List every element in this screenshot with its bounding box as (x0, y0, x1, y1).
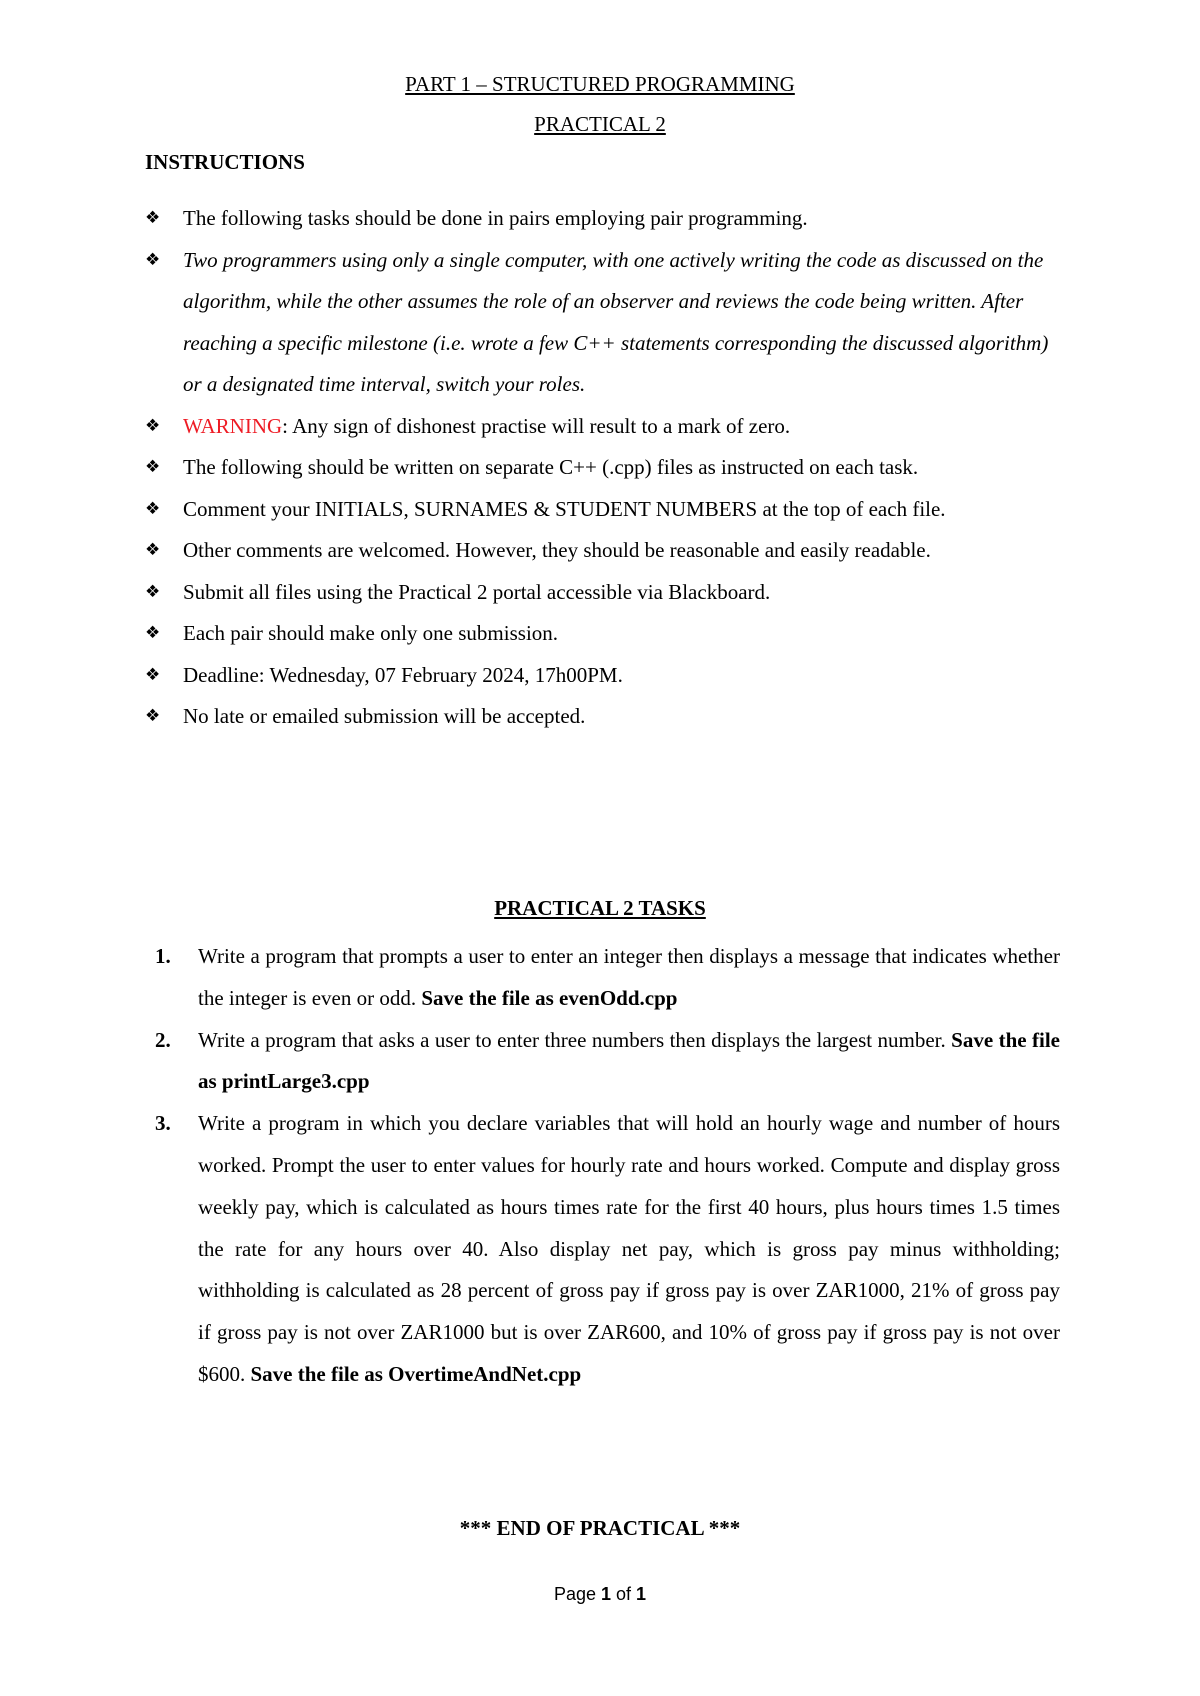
task-item (155, 936, 1060, 1020)
page-footer (0, 1584, 1200, 1605)
instruction-text: : Any sign of dishonest practise will result to a mark of zero. (282, 413, 791, 438)
diamond-bullet-icon: ❖ (145, 457, 161, 477)
part-title: PART 1 – STRUCTURED PROGRAMMING (405, 72, 795, 96)
list-item (145, 655, 1065, 697)
page-number: 1 (601, 1584, 612, 1604)
task-save-note: Save the file as printLarge3.cpp (198, 1027, 1060, 1094)
task-save-note: Save the file as OvertimeAndNet.cpp (250, 1361, 582, 1386)
of-word: of (611, 1584, 637, 1604)
diamond-bullet-icon: ❖ (145, 706, 161, 726)
list-item (145, 613, 1065, 655)
task-text: Write a program in which you declare variables that will hold an hourly wage and number of hours worked. Prompt the user to enter values for hourly rate and hours worked. Compute and display gross weekly pay, which is calculated as hours times rate for the first 40 hours, plus hours times 1.5 times the rate for any hours over 40. Also display net pay, which is gross pay minus withholding; withholding is calculated as 28 percent of gross pay if gross pay is over ZAR1000, 21% of gross pay if gross pay is not over ZAR1000 but is over ZAR600, and 10% of gross pay if gross pay is not over $600. (198, 1111, 1060, 1386)
diamond-bullet-icon: ❖ (145, 498, 161, 519)
warning-label: WARNING (183, 413, 283, 438)
practical-title: PRACTICAL 2 (534, 112, 666, 136)
task-number: 1. (155, 944, 171, 968)
task-item (155, 1020, 1060, 1104)
instruction-text: Each pair should make only one submission. (183, 621, 559, 645)
tasks-heading: PRACTICAL 2 TASKS (494, 896, 706, 920)
total-pages: 1 (636, 1584, 647, 1604)
task-number: 2. (155, 1027, 171, 1052)
list-item (145, 198, 1065, 240)
diamond-bullet-icon: ❖ (145, 415, 161, 436)
task-text: Write a program that asks a user to enter three numbers then displays the largest number. (198, 1027, 952, 1052)
end-marker: *** END OF PRACTICAL *** (459, 1516, 741, 1540)
instructions-list (145, 198, 1065, 738)
instruction-text: No late or emailed submission will be accepted. (183, 704, 586, 728)
task-save-note: Save the file as evenOdd.cpp (421, 985, 678, 1010)
page-word: Page (553, 1584, 601, 1604)
instruction-text: Deadline: Wednesday, 07 February 2024, 17h00PM. (183, 662, 623, 687)
list-item (145, 447, 1065, 489)
diamond-bullet-icon: ❖ (145, 581, 161, 602)
tasks-list (155, 936, 1060, 1396)
instruction-text: Other comments are welcomed. However, they should be reasonable and easily readable. (183, 538, 931, 562)
diamond-bullet-icon: ❖ (145, 249, 161, 270)
instruction-text: Two programmers using only a single computer, with one actively writing the code as discussed on the algorithm, while the other assumes the role of an observer and reviews the code being written. After reaching a specific milestone (i.e. wrote a few C++ statements corresponding the discussed algorithm) or a designated time interval, switch your roles. (183, 247, 1049, 396)
list-item (145, 240, 1065, 406)
list-item (145, 696, 1065, 738)
instruction-text: The following should be written on separate C++ (.cpp) files as instructed on each task. (183, 455, 919, 479)
task-number: 3. (155, 1111, 171, 1136)
diamond-bullet-icon: ❖ (145, 540, 161, 560)
list-item (145, 572, 1065, 614)
instructions-heading: INSTRUCTIONS (145, 150, 305, 174)
task-item (155, 1103, 1060, 1396)
task-text: Write a program that prompts a user to enter an integer then displays a message that indicates whether the integer is even or odd. (198, 944, 1060, 1010)
list-item (145, 530, 1065, 572)
diamond-bullet-icon: ❖ (145, 623, 161, 643)
diamond-bullet-icon: ❖ (145, 664, 161, 685)
instruction-text: Submit all files using the Practical 2 portal accessible via Blackboard. (183, 579, 771, 604)
instruction-text: The following tasks should be done in pairs employing pair programming. (183, 206, 808, 230)
instruction-text: Comment your INITIALS, SURNAMES & STUDENT NUMBERS at the top of each file. (183, 496, 946, 521)
diamond-bullet-icon: ❖ (145, 208, 161, 228)
list-item (145, 406, 1065, 448)
list-item (145, 489, 1065, 531)
